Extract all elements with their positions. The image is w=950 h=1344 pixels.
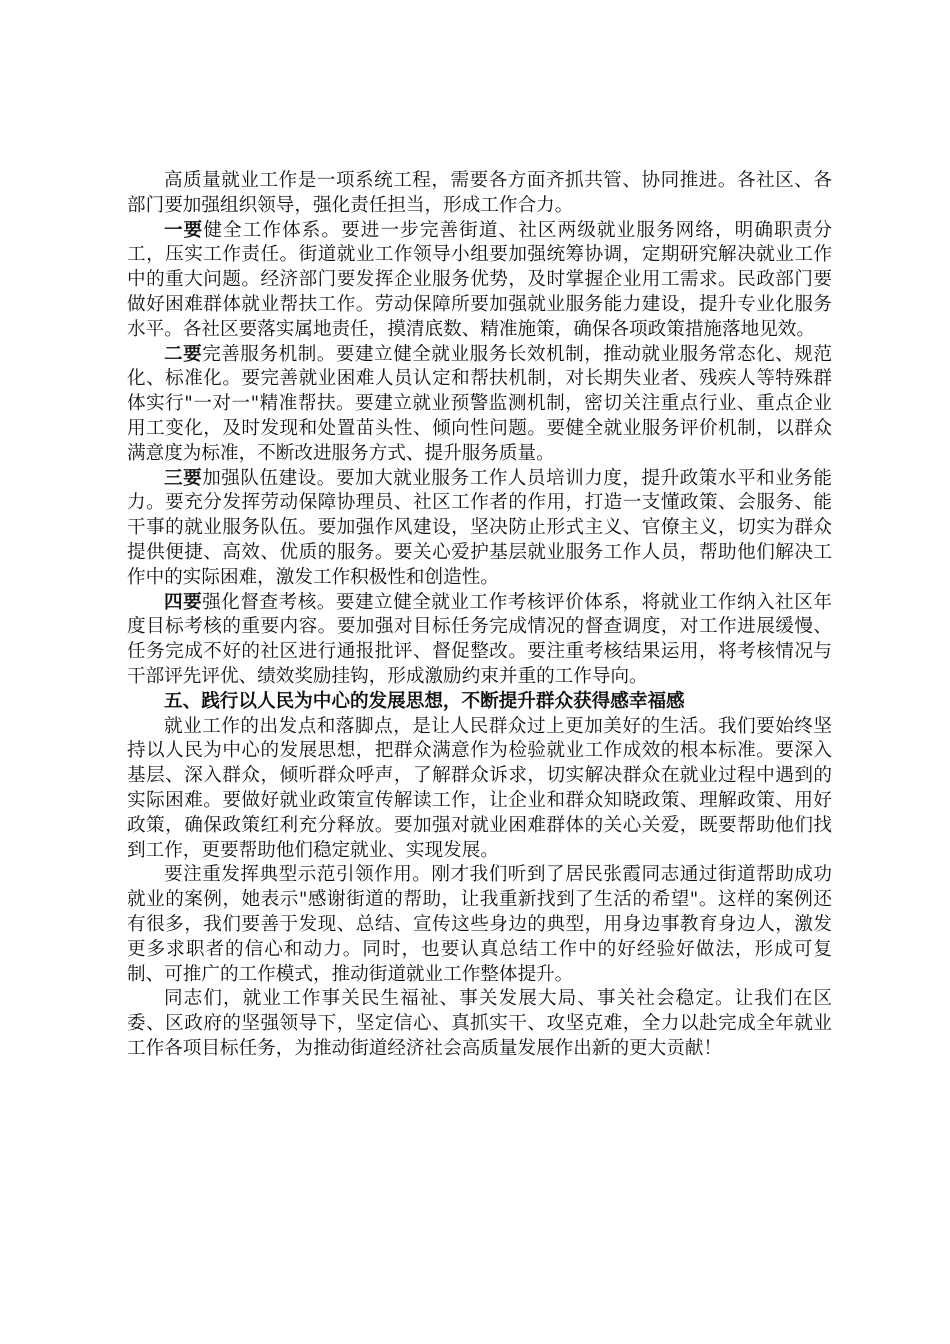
item-paragraph-3 [127, 467, 832, 591]
item-lead: 四要 [164, 591, 203, 613]
body-paragraph: 要注重发挥典型示范引领作用。刚才我们听到了居民张霞同志通过街道帮助成功就业的案例，她表示"感谢街道的帮助，让我重新找到了生活的希望"。这样的案例还有很多，我们要善于发现、总结、宣传这些身边的典型，用身边事教育身边人，激发更多求职者的信心和动力。同时，也要认真总结工作中的好经验好做法，形成可复制、可推广的工作模式，推动街道就业工作整体提升。 [127, 864, 832, 985]
document-body [127, 169, 832, 1062]
item-text: 加强队伍建设。要加大就业服务工作人员培训力度，提升政策水平和业务能力。要充分发挥劳动保障协理员、社区工作者的作用，打造一支懂政策、会服务、能干事的就业服务队伍。要加强作风建设，坚决防止形式主义、官僚主义，切实为群众提供便捷、高效、优质的服务。要关心爱护基层就业服务工作人员，帮助他们解决工作中的实际困难，激发工作积极性和创造性。 [127, 467, 832, 588]
item-paragraph-1 [127, 219, 832, 343]
section-heading: 五、践行以人民为中心的发展思想，不断提升群众获得感幸福感 [164, 690, 685, 712]
item-paragraph-4 [127, 591, 832, 690]
item-lead: 二要 [164, 343, 203, 365]
item-paragraph-2 [127, 343, 832, 467]
intro-paragraph: 高质量就业工作是一项系统工程，需要各方面齐抓共管、协同推进。各社区、各部门要加强组织领导，强化责任担当，形成工作合力。 [127, 170, 832, 216]
item-text: 强化督查考核。要建立健全就业工作考核评价体系，将就业工作纳入社区年度目标考核的重要内容。要加强对目标任务完成情况的督查调度，对工作进展缓慢、任务完成不好的社区进行通报批评、督促整改。要注重考核结果运用，将考核情况与干部评先评优、绩效奖励挂钩，形成激励约束并重的工作导向。 [127, 591, 832, 687]
item-lead: 三要 [164, 467, 203, 489]
body-paragraph: 就业工作的出发点和落脚点，是让人民群众过上更加美好的生活。我们要始终坚持以人民为中心的发展思想，把群众满意作为检验就业工作成效的根本标准。要深入基层、深入群众，倾听群众呼声，了解群众诉求，切实解决群众在就业过程中遇到的实际困难。要做好就业政策宣传解读工作，让企业和群众知晓政策、理解政策、用好政策，确保政策红利充分释放。要加强对就业困难群体的关心关爱，既要帮助他们找到工作，更要帮助他们稳定就业、实现发展。 [127, 715, 832, 861]
item-text: 健全工作体系。要进一步完善街道、社区两级就业服务网络，明确职责分工，压实工作责任。街道就业工作领导小组要加强统筹协调，定期研究解决就业工作中的重大问题。经济部门要发挥企业服务优势，及时掌握企业用工需求。民政部门要做好困难群体就业帮扶工作。劳动保障所要加强就业服务能力建设，提升专业化服务水平。各社区要落实属地责任，摸清底数、精准施策，确保各项政策措施落地见效。 [127, 219, 832, 340]
item-text: 完善服务机制。要建立健全就业服务长效机制，推动就业服务常态化、规范化、标准化。要完善就业困难人员认定和帮扶机制，对长期失业者、残疾人等特殊群体实行"一对一"精准帮扶。要建立就业预警监测机制，密切关注重点行业、重点企业用工变化，及时发现和处置苗头性、倾向性问题。要健全就业服务评价机制，以群众满意度为标准，不断改进服务方式、提升服务质量。 [127, 343, 832, 464]
closing-paragraph: 同志们，就业工作事关民生福祉、事关发展大局、事关社会稳定。让我们在区委、区政府的坚强领导下，坚定信心、真抓实干、攻坚克难，全力以赴完成全年就业工作各项目标任务，为推动街道经济社会高质量发展作出新的更大贡献！ [127, 988, 832, 1059]
item-lead: 一要 [164, 219, 204, 241]
